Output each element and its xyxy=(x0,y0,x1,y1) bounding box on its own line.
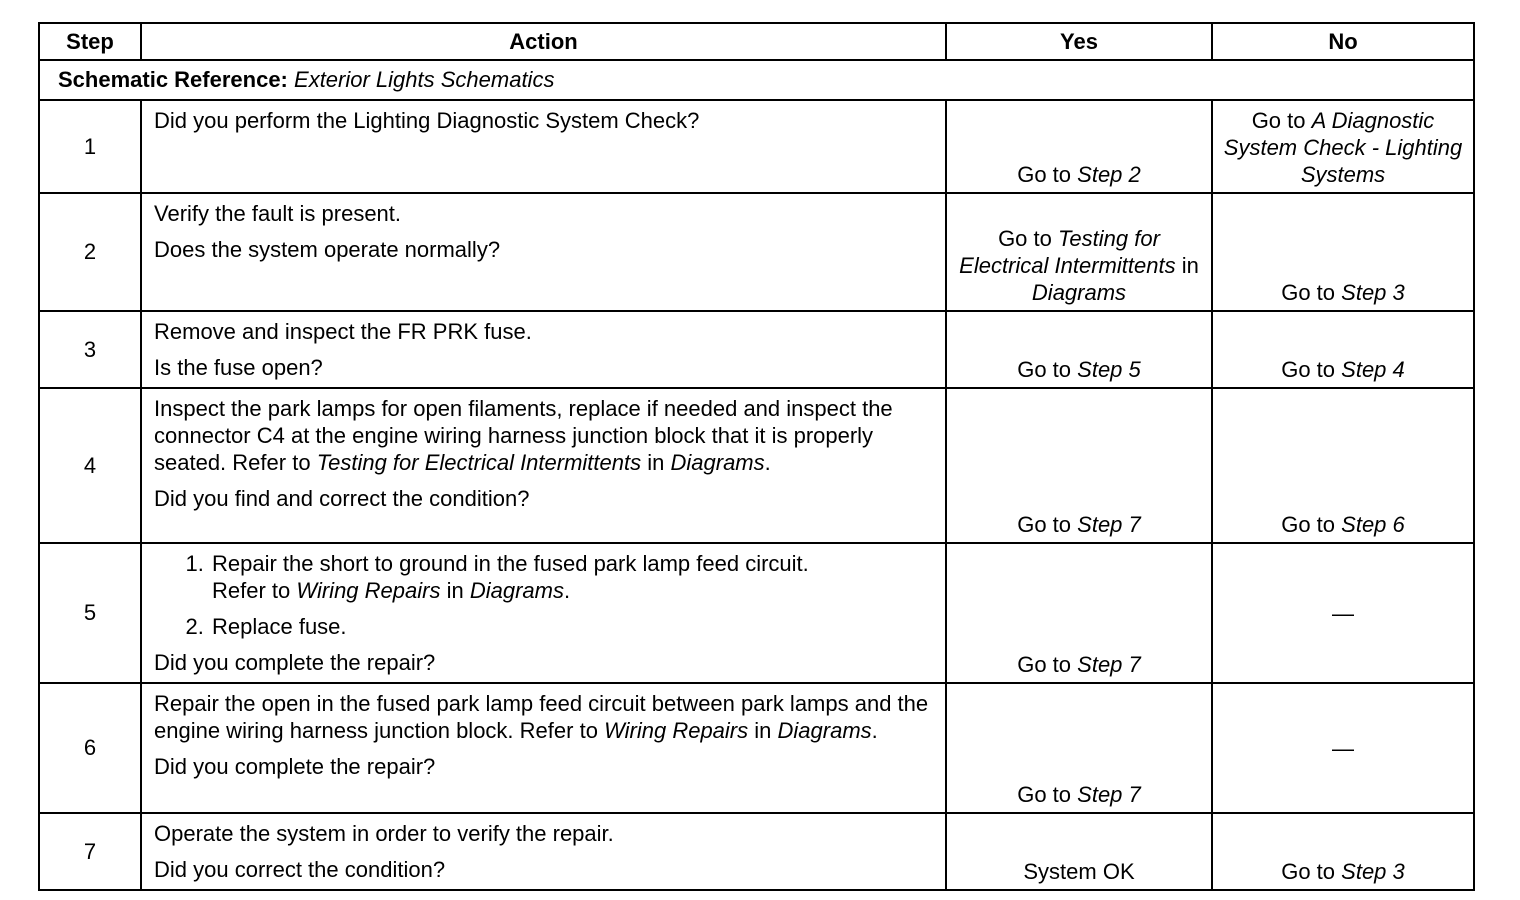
action-text: Did you perform the Lighting Diagnostic System Check? xyxy=(154,108,700,133)
action-cell xyxy=(141,543,946,683)
action-cell xyxy=(141,388,946,543)
diagrams-link[interactable]: Diagrams xyxy=(670,450,765,475)
wiring-repairs-link[interactable]: Wiring Repairs xyxy=(296,578,441,603)
action-text: Repair the open in the fused park lamp feed circuit between park lamps and the engine wiring harness junction block. Refer to Wiring Repairs in Diagrams. xyxy=(154,691,929,743)
action-text: Verify the fault is present. xyxy=(154,201,402,226)
action-cell xyxy=(141,100,946,193)
diagnostic-table xyxy=(38,22,1475,891)
no-cell: Go to Step 3 xyxy=(1212,193,1474,311)
yes-cell: Go to Testing for Electrical Intermittents in Diagrams xyxy=(946,193,1212,311)
step-link[interactable]: Step 4 xyxy=(1341,357,1405,382)
system-ok: System OK xyxy=(1023,859,1135,884)
step-link[interactable]: Step 7 xyxy=(1077,782,1141,807)
table-row xyxy=(39,813,1474,890)
diagrams-link[interactable]: Diagrams xyxy=(469,578,564,603)
step-link[interactable]: Step 3 xyxy=(1341,859,1405,884)
diagrams-link[interactable]: Diagrams xyxy=(1031,280,1127,305)
step-number: 6 xyxy=(39,683,141,813)
step-number: 3 xyxy=(39,311,141,388)
step-number: 7 xyxy=(39,813,141,890)
action-question: Is the fuse open? xyxy=(154,355,323,380)
header-yes: Yes xyxy=(946,23,1212,60)
action-text: Inspect the park lamps for open filaments, replace if needed and inspect the connector C4 at the engine wiring harness junction block that it is properly seated. Refer to Testing for Electrical Intermittents in Diagrams. xyxy=(154,396,893,475)
yes-cell: Go to Step 7 xyxy=(946,543,1212,683)
no-cell: Go to Step 4 xyxy=(1212,311,1474,388)
header-action: Action xyxy=(141,23,946,60)
list-item: 1. Repair the short to ground in the fused park lamp feed circuit. Refer to Wiring Repairs in Diagrams. xyxy=(210,550,933,604)
action-question: Does the system operate normally? xyxy=(154,237,501,262)
header-no: No xyxy=(1212,23,1474,60)
reference-label: Schematic Reference: xyxy=(58,67,288,92)
step-number: 4 xyxy=(39,388,141,543)
testing-link[interactable]: Testing for Electrical Intermittents xyxy=(316,450,642,475)
reference-link[interactable]: Exterior Lights Schematics xyxy=(294,67,555,92)
wiring-repairs-link[interactable]: Wiring Repairs xyxy=(604,718,749,743)
step-number: 5 xyxy=(39,543,141,683)
action-cell xyxy=(141,813,946,890)
no-cell xyxy=(1212,543,1474,683)
step-link[interactable]: Step 3 xyxy=(1341,280,1405,305)
step-link[interactable]: Step 6 xyxy=(1341,512,1405,537)
step-link[interactable]: Step 2 xyxy=(1077,162,1141,187)
table-row xyxy=(39,543,1474,683)
no-cell xyxy=(1212,683,1474,813)
yes-cell xyxy=(946,813,1212,890)
yes-cell: Go to Step 7 xyxy=(946,388,1212,543)
action-question: Did you complete the repair? xyxy=(154,650,436,675)
action-text: Operate the system in order to verify the repair. xyxy=(154,821,614,846)
yes-cell: Go to Step 5 xyxy=(946,311,1212,388)
dash: — xyxy=(1332,735,1354,761)
header-row xyxy=(39,23,1474,60)
table-row xyxy=(39,311,1474,388)
step-number: 1 xyxy=(39,100,141,193)
step-link[interactable]: Step 7 xyxy=(1077,652,1141,677)
diagrams-link[interactable]: Diagrams xyxy=(777,718,872,743)
step-link[interactable]: Step 5 xyxy=(1077,357,1141,382)
diagnostic-check-link[interactable]: A Diagnostic System Check - Lighting Systems xyxy=(1223,108,1463,187)
table-row xyxy=(39,388,1474,543)
action-question: Did you complete the repair? xyxy=(154,754,436,779)
table-row xyxy=(39,193,1474,311)
table-row xyxy=(39,683,1474,813)
step-number: 2 xyxy=(39,193,141,311)
action-question: Did you correct the condition? xyxy=(154,857,446,882)
no-cell: Go to Step 3 xyxy=(1212,813,1474,890)
no-cell: Go to Step 6 xyxy=(1212,388,1474,543)
action-list xyxy=(154,550,933,640)
schematic-reference-row xyxy=(39,60,1474,100)
action-question: Did you find and correct the condition? xyxy=(154,486,530,511)
list-item: 2. Replace fuse. xyxy=(210,613,933,640)
no-cell: Go to A Diagnostic System Check - Lighting Systems xyxy=(1212,100,1474,193)
yes-cell: Go to Step 2 xyxy=(946,100,1212,193)
table-row xyxy=(39,100,1474,193)
testing-link[interactable]: Testing for Electrical Intermittents xyxy=(959,226,1176,278)
header-step: Step xyxy=(39,23,141,60)
action-text: Remove and inspect the FR PRK fuse. xyxy=(154,319,532,344)
action-cell xyxy=(141,193,946,311)
schematic-reference xyxy=(39,60,1474,100)
action-cell xyxy=(141,311,946,388)
step-link[interactable]: Step 7 xyxy=(1077,512,1141,537)
yes-cell: Go to Step 7 xyxy=(946,683,1212,813)
action-cell xyxy=(141,683,946,813)
dash: — xyxy=(1332,600,1354,626)
